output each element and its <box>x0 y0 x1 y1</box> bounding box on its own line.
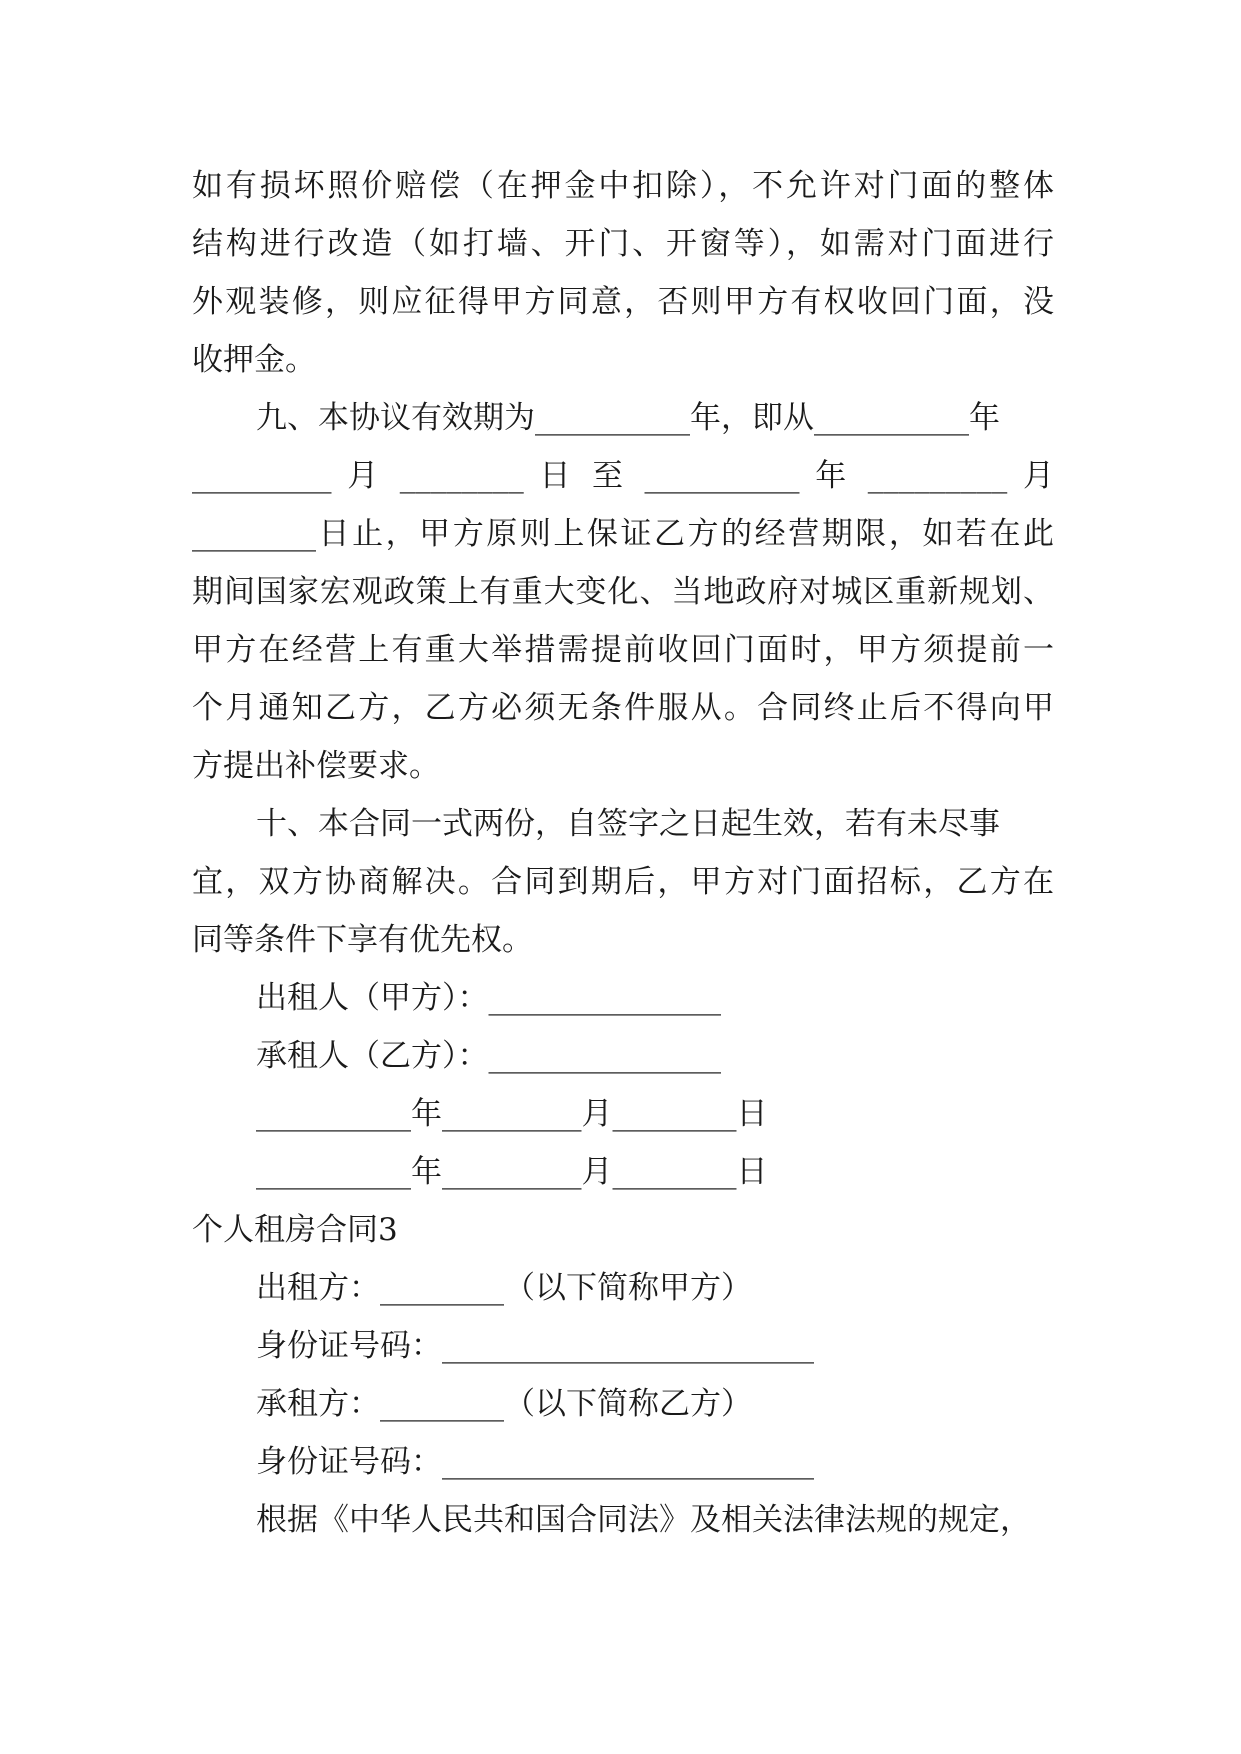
lessor-field: 出租方：________（以下简称甲方） <box>256 1270 752 1306</box>
legal-basis-line: 根据《中华人民共和国合同法》及相关法律法规的规定， <box>256 1502 1031 1538</box>
paragraph-8-line-4: 收押金。 <box>192 342 316 378</box>
lessee-id-field: 身份证号码：________________________ <box>256 1444 814 1480</box>
paragraph-8-line-2: 结构进行改造（如打墙、开门、开窗等），如需对门面进行 <box>192 226 1054 262</box>
date-line-2: __________年_________月________日 <box>256 1154 768 1190</box>
clause-9-line-4: 期间国家宏观政策上有重大变化、当地政府对城区重新规划、 <box>192 574 1054 610</box>
lessor-signature-line: 出租人（甲方）：_______________ <box>256 980 721 1016</box>
clause-9-line-1: 九、本协议有效期为__________年，即从__________年 <box>256 400 1000 436</box>
lessor-id-field: 身份证号码：________________________ <box>256 1328 814 1364</box>
clause-9-line-7: 方提出补偿要求。 <box>192 748 440 784</box>
paragraph-8-line-3: 外观装修，则应征得甲方同意，否则甲方有权收回门面，没 <box>192 284 1054 320</box>
date-line-1: __________年_________月________日 <box>256 1096 768 1132</box>
clause-10-line-3: 同等条件下享有优先权。 <box>192 922 533 958</box>
lessee-signature-line: 承租人（乙方）：_______________ <box>256 1038 721 1074</box>
clause-9-line-2: _________ 月 ________ 日 至 __________ 年 _________ 月 <box>192 458 1054 494</box>
clause-9-line-6: 个月通知乙方，乙方必须无条件服从。合同终止后不得向甲 <box>192 690 1054 726</box>
paragraph-8-line-1: 如有损坏照价赔偿（在押金中扣除），不允许对门面的整体 <box>192 168 1054 204</box>
section-heading: 个人租房合同3 <box>192 1212 398 1248</box>
clause-9-line-3: ________日止，甲方原则上保证乙方的经营期限，如若在此 <box>192 516 1054 552</box>
clause-9-line-5: 甲方在经营上有重大举措需提前收回门面时，甲方须提前一 <box>192 632 1054 668</box>
clause-10-line-1: 十、本合同一式两份，自签字之日起生效，若有未尽事 <box>256 806 1000 842</box>
clause-10-line-2: 宜，双方协商解决。合同到期后，甲方对门面招标，乙方在 <box>192 864 1054 900</box>
lessee-field: 承租方：________（以下简称乙方） <box>256 1386 752 1422</box>
